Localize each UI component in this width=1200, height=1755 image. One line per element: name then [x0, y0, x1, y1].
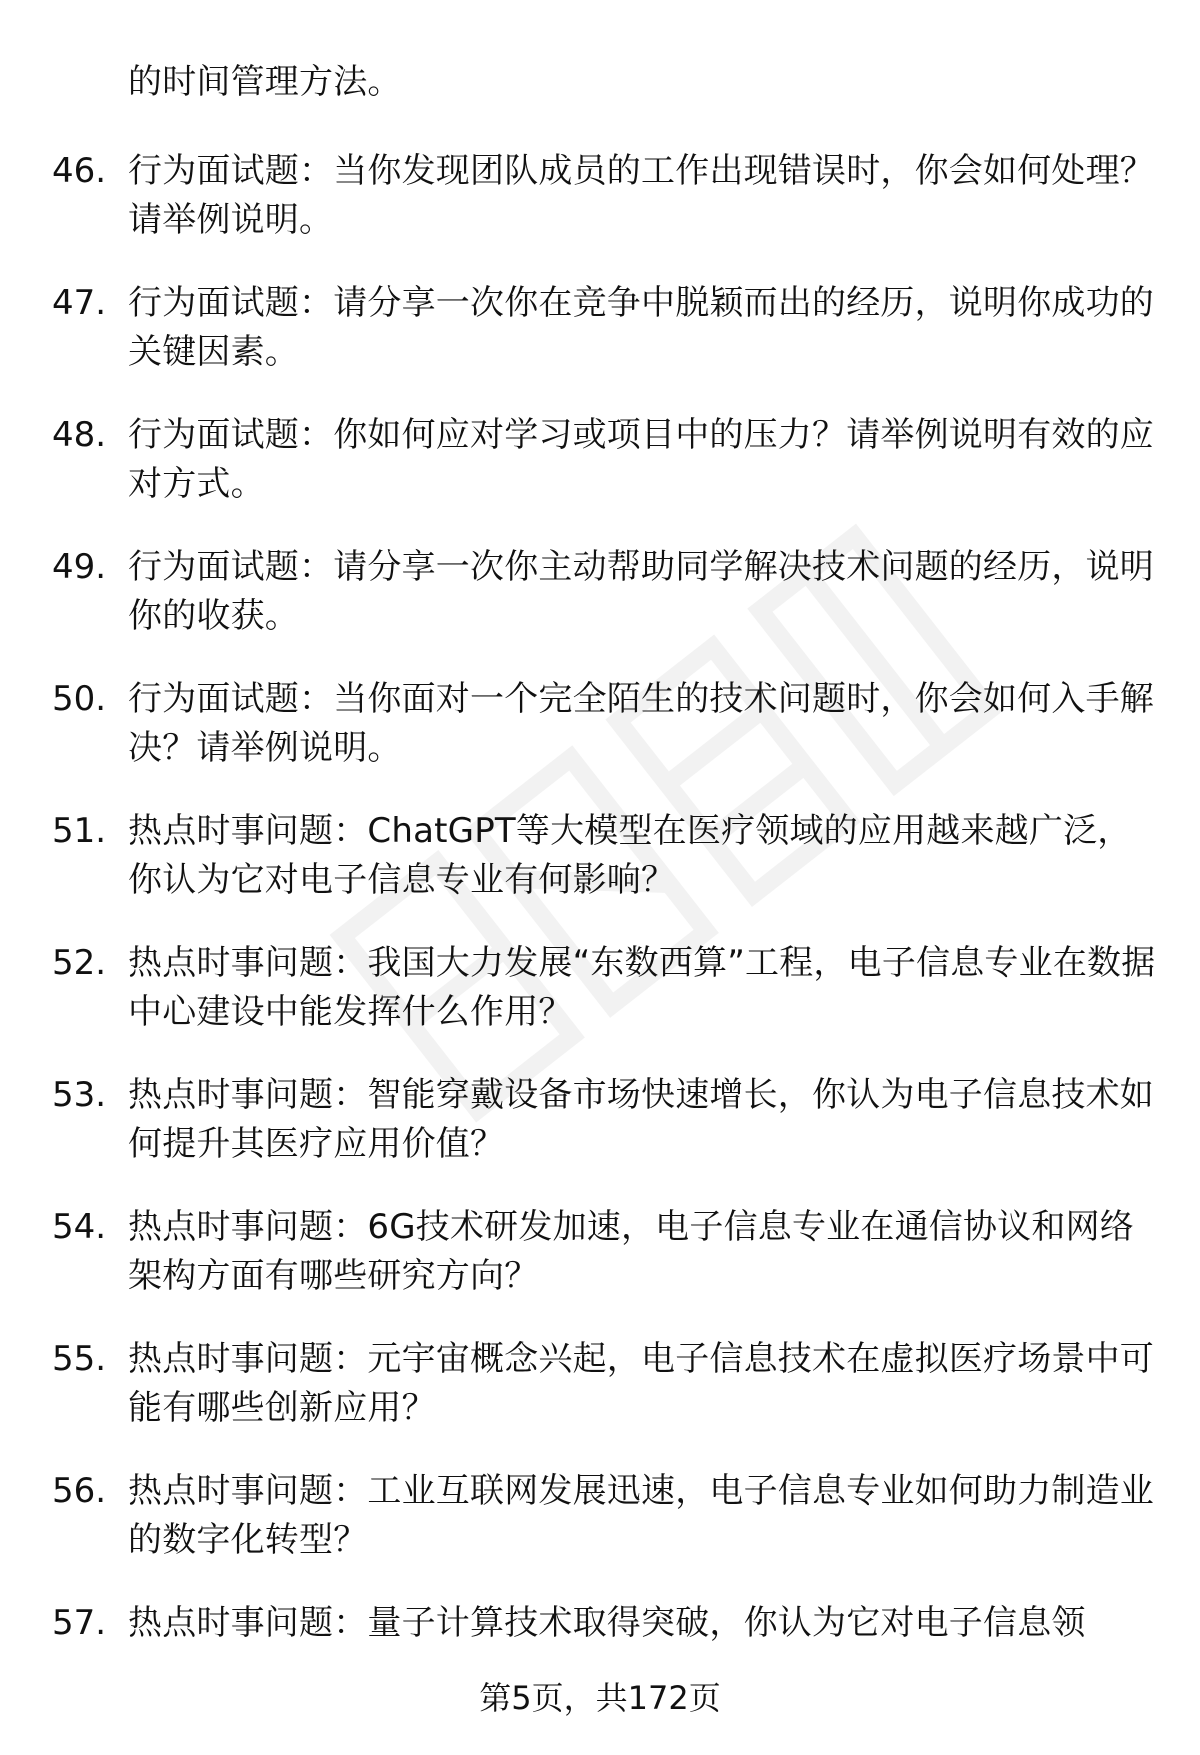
question-number: 55. [52, 1339, 107, 1379]
question-text: 热点时事问题：6G技术研发加速，电子信息专业在通信协议和网络架构方面有哪些研究方向？ [128, 1207, 1134, 1296]
question-item [0, 543, 1200, 675]
continuation-text: 的时间管理方法。 [128, 62, 402, 102]
question-text: 行为面试题：当你面对一个完全陌生的技术问题时，你会如何入手解决？请举例说明。 [128, 679, 1154, 768]
question-item [0, 939, 1200, 1071]
question-text: 热点时事问题：智能穿戴设备市场快速增长，你认为电子信息技术如何提升其医疗应用价值？ [128, 1075, 1154, 1164]
question-text: 热点时事问题：量子计算技术取得突破，你认为它对电子信息领 [128, 1603, 1086, 1643]
question-number: 52. [52, 943, 107, 983]
question-text: 行为面试题：你如何应对学习或项目中的压力？请举例说明有效的应对方式。 [128, 415, 1154, 504]
question-number: 51. [52, 811, 107, 851]
question-item [0, 807, 1200, 939]
question-number: 48. [52, 415, 107, 455]
question-item [0, 1071, 1200, 1203]
question-text: 热点时事问题：我国大力发展“东数西算”工程，电子信息专业在数据中心建设中能发挥什么作用？ [128, 943, 1156, 1032]
page-footer: 第5页，共172页 [479, 1679, 721, 1717]
question-item [0, 1203, 1200, 1335]
question-item [0, 411, 1200, 543]
question-text: 行为面试题：当你发现团队成员的工作出现错误时，你会如何处理？请举例说明。 [128, 151, 1154, 240]
question-text: 行为面试题：请分享一次你主动帮助同学解决技术问题的经历，说明你的收获。 [128, 547, 1154, 636]
question-number: 54. [52, 1207, 107, 1247]
question-number: 46. [52, 151, 107, 191]
question-item [0, 1467, 1200, 1599]
question-item [0, 279, 1200, 411]
question-number: 49. [52, 547, 107, 587]
question-item [0, 675, 1200, 807]
question-number: 57. [52, 1603, 107, 1643]
question-text: 行为面试题：请分享一次你在竞争中脱颖而出的经历，说明你成功的关键因素。 [128, 283, 1154, 372]
question-item [0, 147, 1200, 279]
question-number: 47. [52, 283, 107, 323]
question-number: 53. [52, 1075, 107, 1115]
question-text: 热点时事问题：ChatGPT等大模型在医疗领域的应用越来越广泛，你认为它对电子信息专业有何影响？ [128, 811, 1132, 900]
question-item [0, 1335, 1200, 1467]
question-list [0, 147, 1200, 1731]
question-text: 热点时事问题：工业互联网发展迅速，电子信息专业如何助力制造业的数字化转型？ [128, 1471, 1154, 1560]
question-text: 热点时事问题：元宇宙概念兴起，电子信息技术在虚拟医疗场景中可能有哪些创新应用？ [128, 1339, 1154, 1428]
question-number: 50. [52, 679, 107, 719]
question-number: 56. [52, 1471, 107, 1511]
